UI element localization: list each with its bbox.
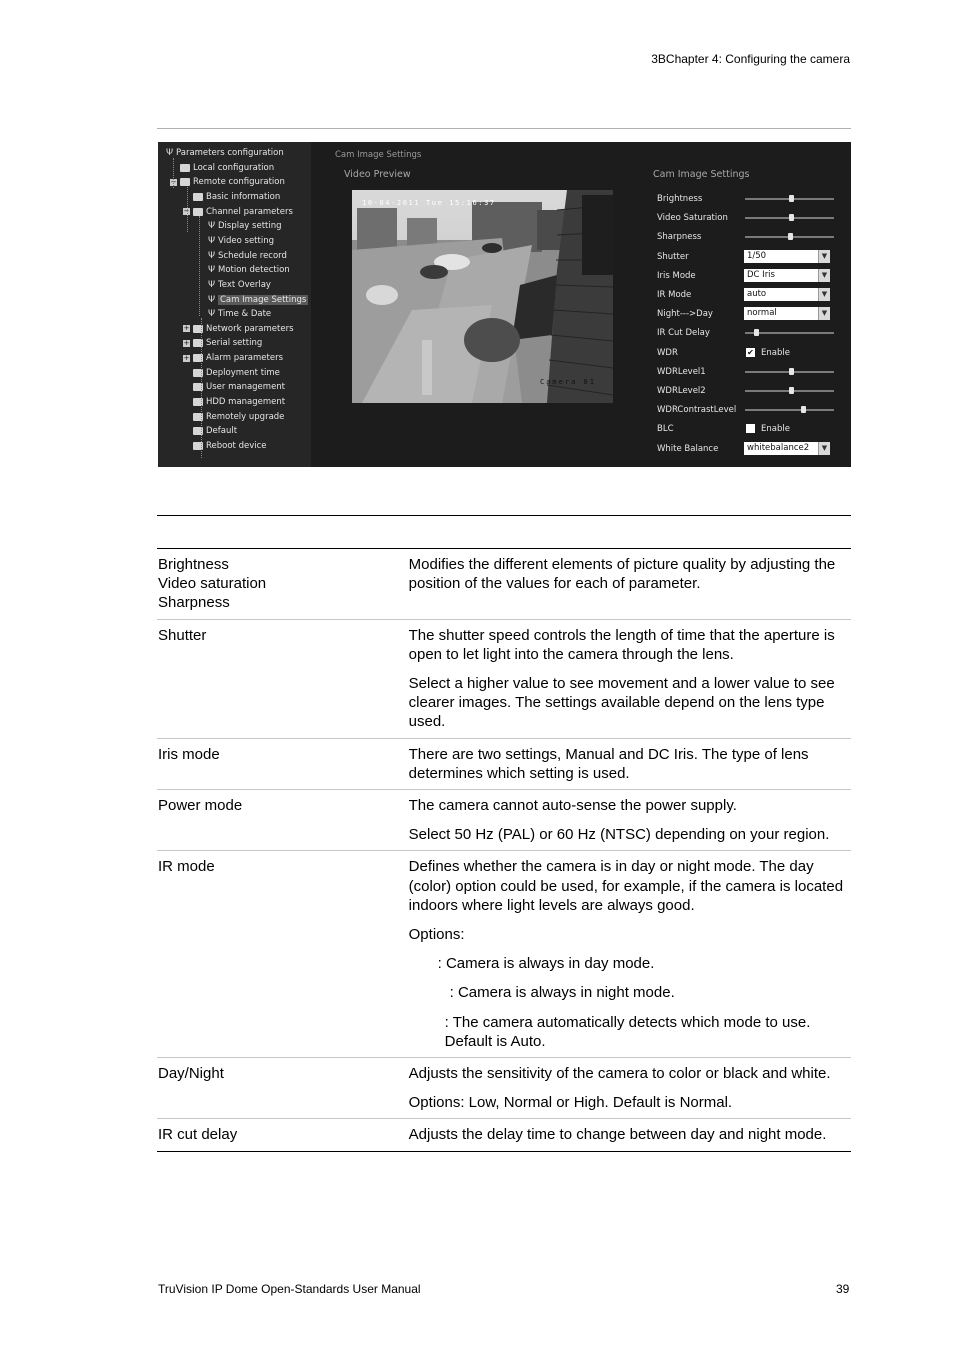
panel-title: Cam Image Settings (335, 150, 422, 160)
settings-description-table (157, 548, 851, 1152)
setting-row (657, 346, 837, 361)
tree-item[interactable] (208, 263, 290, 277)
tree-item-label: Video setting (218, 235, 274, 246)
setting-row (657, 403, 837, 418)
table-row (157, 738, 851, 789)
tree-item[interactable] (183, 322, 294, 336)
description-paragraph: Adjusts the sensitivity of the camera to color or black and white. (408, 1065, 831, 1083)
slider-knob[interactable] (788, 233, 793, 240)
slider-knob[interactable] (754, 329, 759, 336)
setting-label: WDR (657, 347, 678, 358)
tree-item-label: Time & Date (218, 309, 272, 320)
description-paragraph: The camera cannot auto-sense the power supply. (408, 797, 737, 815)
setting-row (657, 384, 837, 399)
tree-item[interactable] (193, 410, 284, 424)
tree-item-label: Remotely upgrade (206, 411, 285, 422)
setting-dropdown[interactable] (744, 442, 830, 455)
tree-item-label: Basic information (206, 191, 281, 202)
enable-checkbox[interactable] (746, 424, 755, 433)
folder-icon (193, 208, 203, 216)
setting-label: WDRContrastLevel (657, 405, 737, 416)
slider-knob[interactable] (789, 387, 794, 394)
tree-item[interactable] (183, 351, 283, 365)
setting-name: Power mode (158, 797, 243, 815)
setting-row (657, 326, 837, 341)
tree-item[interactable] (208, 234, 274, 248)
setting-dropdown[interactable] (744, 288, 830, 301)
chevron-down-icon[interactable]: ▼ (818, 269, 830, 282)
slider-knob[interactable] (789, 214, 794, 221)
slider-knob[interactable] (789, 368, 794, 375)
setting-name-cell (157, 626, 409, 732)
setting-slider[interactable] (745, 409, 834, 411)
footer-page-number: 39 (836, 1282, 850, 1296)
tree-item-label: Network parameters (206, 323, 294, 334)
tree-item[interactable] (208, 293, 308, 307)
tree-item[interactable] (208, 278, 271, 292)
setting-row (657, 230, 837, 245)
table-row (157, 549, 851, 619)
tree-item-label: HDD management (206, 397, 286, 408)
tree-connector-line (199, 216, 200, 316)
setting-row (657, 211, 837, 226)
checkbox-label: Enable (761, 347, 790, 358)
slider-knob[interactable] (801, 406, 806, 413)
table-row (157, 789, 851, 850)
chevron-down-icon[interactable]: ▼ (818, 288, 830, 301)
setting-name: Iris mode (158, 745, 220, 763)
setting-row (657, 442, 837, 457)
description-paragraph: : Camera is always in day mode. (437, 955, 655, 973)
setting-slider[interactable] (745, 390, 834, 392)
setting-description-cell (409, 555, 851, 613)
setting-name-cell (157, 857, 409, 1051)
setting-slider[interactable] (745, 332, 834, 334)
tool-icon: Ψ (208, 250, 216, 261)
chevron-down-icon[interactable]: ▼ (818, 250, 830, 263)
table-row (157, 1057, 851, 1118)
tree-item-label: Channel parameters (206, 206, 293, 217)
setting-label: IR Cut Delay (657, 328, 710, 339)
description-paragraph: Modifies the different elements of picture quality by adjusting the position of the values for each of parameter. (408, 556, 836, 593)
parameters-tree (158, 142, 311, 467)
tree-item-label: Display setting (218, 221, 282, 232)
tree-item[interactable] (166, 146, 284, 160)
tree-item[interactable] (193, 395, 285, 409)
collapse-icon[interactable]: − (183, 207, 190, 216)
setting-row (657, 365, 837, 380)
tree-connector-line (173, 158, 174, 188)
tree-item-label: Default (206, 426, 238, 437)
setting-slider[interactable] (745, 198, 834, 200)
description-paragraph: : The camera automatically detects which mode to use. Default is Auto. (444, 1013, 811, 1050)
expand-icon[interactable]: + (183, 353, 190, 362)
setting-name: Brightness (158, 556, 229, 573)
tool-icon: Ψ (208, 265, 216, 276)
checkbox-label: Enable (761, 424, 790, 435)
description-paragraph: There are two settings, Manual and DC Iris. The type of lens determines which setting is used. (408, 745, 809, 782)
tool-icon: Ψ (208, 235, 216, 246)
setting-description-cell (409, 1064, 851, 1112)
setting-label: Shutter (657, 251, 689, 262)
expand-icon[interactable]: + (183, 324, 190, 333)
description-paragraph: : Camera is always in night mode. (449, 984, 675, 1002)
setting-name: IR mode (158, 858, 215, 876)
setting-slider[interactable] (745, 217, 834, 219)
setting-dropdown[interactable] (744, 250, 830, 263)
setting-slider[interactable] (745, 236, 834, 238)
video-frame-image (352, 190, 613, 403)
tree-item-label: Parameters configuration (176, 148, 284, 158)
tree-item-label: Schedule record (218, 250, 287, 261)
setting-name: Video saturation (158, 575, 267, 593)
setting-label: WDRLevel2 (657, 386, 706, 396)
folder-icon (193, 193, 203, 201)
tree-item[interactable] (208, 219, 282, 233)
setting-row (657, 250, 837, 265)
tree-connector-line (201, 318, 202, 458)
table-row (157, 1118, 851, 1150)
setting-dropdown[interactable] (744, 269, 830, 282)
description-paragraph: Defines whether the camera is in day or night mode. The day (color) option could be used, for example, if the camera is located indoors where light levels are always good. (408, 858, 844, 914)
setting-name: Shutter (158, 626, 207, 644)
description-paragraph: The shutter speed controls the length of time that the aperture is open to let light into the camera through the lens. (408, 626, 835, 663)
setting-description-cell (409, 745, 851, 783)
osd-camera-name: Camera 01 (540, 378, 596, 386)
camera-config-screenshot (158, 142, 851, 467)
osd-timestamp: 10-04-2011 Tue 15:16:37 (362, 199, 496, 207)
caption-rule (157, 515, 851, 516)
tree-item-label: Alarm parameters (206, 353, 284, 364)
description-paragraph: Options: Low, Normal or High. Default is Normal. (408, 1094, 733, 1112)
tree-item-label: User management (206, 382, 286, 393)
setting-dropdown[interactable] (744, 307, 830, 320)
header-rule (157, 128, 851, 129)
tree-item[interactable] (180, 161, 274, 175)
setting-description-cell (409, 857, 851, 1051)
setting-slider[interactable] (745, 371, 834, 373)
setting-label: Video Saturation (657, 213, 728, 224)
tool-icon: Ψ (208, 294, 216, 305)
setting-row (657, 288, 837, 303)
description-paragraph: Adjusts the delay time to change between day and night mode. (408, 1126, 827, 1144)
tree-item-label: Text Overlay (218, 279, 271, 290)
tree-item-label: Cam Image Settings (220, 294, 307, 305)
setting-description-cell (409, 626, 851, 732)
tool-icon: Ψ (166, 148, 174, 158)
slider-knob[interactable] (789, 195, 794, 202)
tree-item-label: Serial setting (206, 338, 263, 349)
tree-item[interactable] (193, 439, 267, 453)
enable-checkbox[interactable]: ✔ (747, 347, 754, 357)
setting-description-cell (409, 1125, 851, 1144)
collapse-icon[interactable]: − (170, 177, 177, 186)
chapter-header: 3BChapter 4: Configuring the camera (651, 52, 850, 66)
setting-label: Night--->Day (657, 309, 713, 320)
tool-icon: Ψ (208, 309, 216, 320)
folder-icon (180, 178, 190, 186)
tool-icon: Ψ (208, 279, 216, 290)
tree-item[interactable] (193, 190, 280, 204)
tree-item-label: Reboot device (206, 441, 267, 451)
folder-icon (180, 164, 190, 172)
tree-item[interactable] (193, 380, 285, 394)
dropdown-value: 1/50 (747, 250, 767, 261)
setting-label: Iris Mode (657, 270, 696, 281)
setting-label: White Balance (657, 443, 719, 454)
setting-label: Sharpness (657, 232, 702, 243)
tree-item-label: Remote configuration (193, 177, 285, 188)
dropdown-value: normal (747, 308, 777, 319)
tree-item[interactable] (208, 249, 287, 263)
video-preview-title: Video Preview (344, 169, 411, 180)
expand-icon[interactable]: + (183, 338, 190, 347)
description-paragraph: Options: (408, 926, 465, 944)
setting-name-cell (157, 1125, 409, 1144)
video-preview (352, 190, 613, 403)
tree-item[interactable] (208, 307, 271, 321)
setting-label: BLC (657, 424, 674, 435)
table-row (157, 850, 851, 1057)
description-paragraph: Select a higher value to see movement and a lower value to see clearer images. The settings available depend on the lens type used. (408, 675, 835, 731)
dropdown-value: DC Iris (747, 269, 775, 280)
tree-item[interactable] (193, 366, 280, 380)
setting-row (657, 269, 837, 284)
setting-name: IR cut delay (158, 1126, 238, 1144)
setting-name: Sharpness (158, 594, 230, 612)
tool-icon: Ψ (208, 221, 216, 232)
chevron-down-icon[interactable]: ▼ (818, 307, 830, 320)
setting-description-cell (409, 796, 851, 844)
tree-item-label: Local configuration (193, 162, 275, 173)
description-paragraph: Select 50 Hz (PAL) or 60 Hz (NTSC) depending on your region. (408, 826, 830, 844)
tree-item[interactable] (193, 424, 237, 438)
setting-row (657, 307, 837, 322)
chevron-down-icon[interactable]: ▼ (818, 442, 830, 455)
setting-name-cell (157, 555, 409, 613)
dropdown-value: auto (747, 289, 767, 299)
setting-name-cell (157, 796, 409, 844)
tree-item-label: Deployment time (206, 367, 280, 378)
footer-manual-title: TruVision IP Dome Open-Standards User Manual (158, 1282, 421, 1296)
setting-label: WDRLevel1 (657, 366, 706, 377)
tree-item-label: Motion detection (218, 265, 290, 276)
setting-name-cell (157, 1064, 409, 1112)
setting-row (657, 192, 837, 207)
settings-title: Cam Image Settings (653, 169, 750, 180)
setting-label: Brightness (657, 194, 703, 204)
setting-name: Day/Night (158, 1065, 224, 1083)
setting-row (657, 422, 837, 437)
tree-connector-line (187, 187, 188, 232)
dropdown-value: whitebalance2 (747, 442, 810, 453)
table-row (157, 619, 851, 738)
setting-label: IR Mode (657, 290, 692, 300)
tree-item[interactable] (183, 336, 262, 350)
setting-name-cell (157, 745, 409, 783)
